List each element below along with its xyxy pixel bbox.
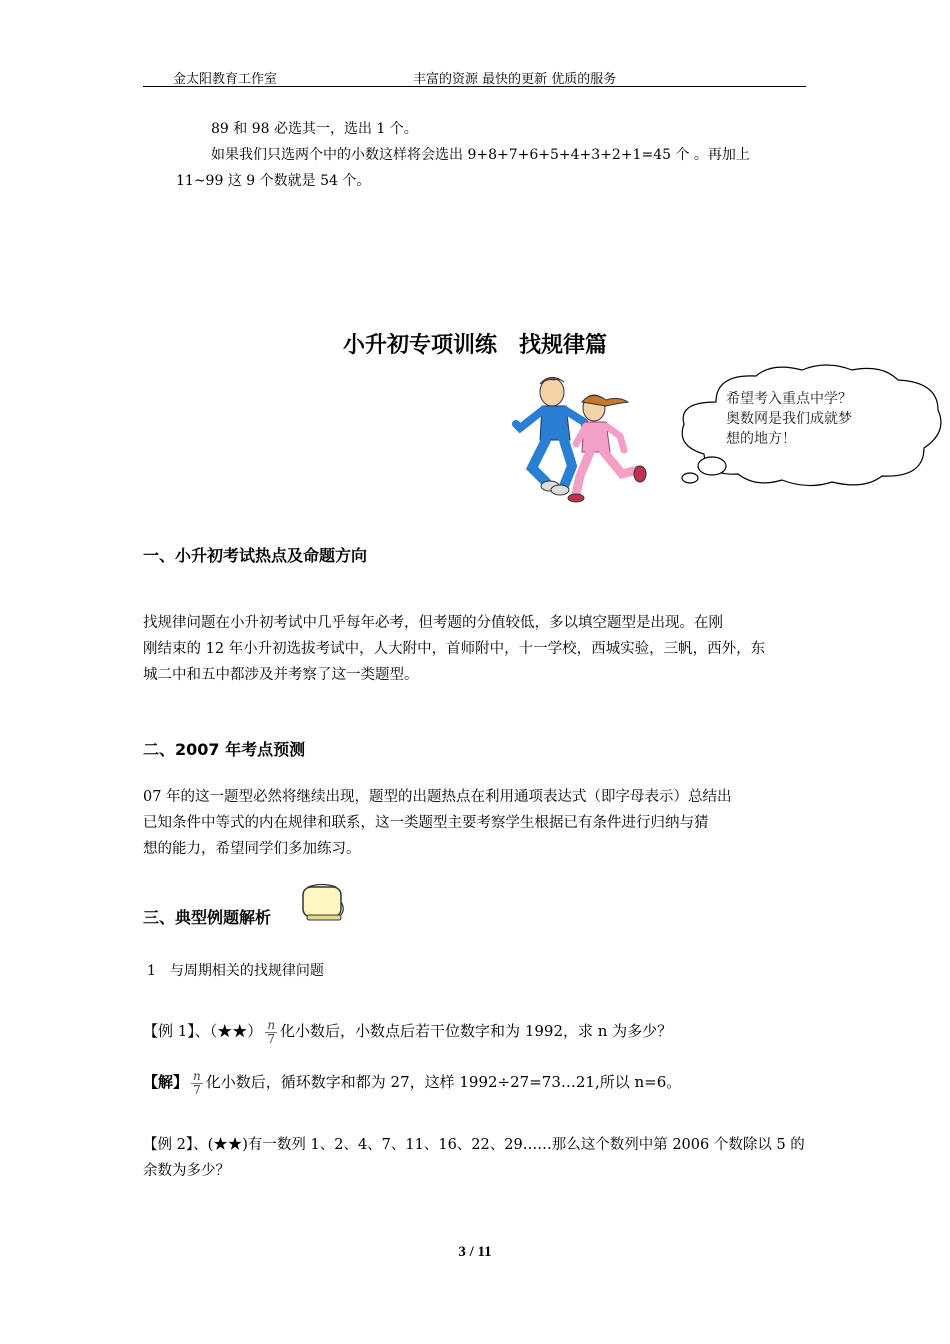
section-2-line-2: 已知条件中等式的内在规律和联系，这一类题型主要考察学生根据已有条件进行归纳与猜	[143, 815, 709, 831]
running-kids-illustration	[510, 370, 660, 510]
page-title: 小升初专项训练 找规律篇	[342, 333, 607, 358]
section-2-line-1: 07 年的这一题型必然将继续出现，题型的出题热点在利用通项表达式（即字母表示）总结出	[143, 789, 732, 805]
header-left: 金太阳教育工作室	[173, 72, 278, 87]
example-2-line-1: 【例 2】、(★★)有一数列 1、2、4、7、11、16、22、29……那么这个数列中第 2006 个数除以 5 的	[143, 1137, 805, 1153]
example-1-label: 【例 1】、（★★）	[143, 1022, 263, 1040]
solution-1-label: 【解】	[143, 1073, 189, 1091]
cloud-line-3: 想的地方！	[726, 431, 796, 447]
section-1-heading: 一、小升初考试热点及命题方向	[143, 546, 368, 565]
intro-line-3: 11~99 这 9 个数就是 54 个。	[176, 173, 371, 189]
section-1-line-1: 找规律问题在小升初考试中几乎每年必考，但考题的分值较低，多以填空题型是出现。在刚	[143, 615, 723, 631]
cloud-line-1: 希望考入重点中学？	[726, 391, 852, 407]
example-2-line-2: 余数为多少？	[143, 1163, 230, 1179]
header-rule	[143, 86, 806, 87]
subheading-periodic: 1 与周期相关的找规律问题	[147, 963, 324, 979]
header-right: 丰富的资源 最快的更新 优质的服务	[413, 72, 617, 87]
section-1-line-2: 刚结束的 12 年小升初选拔考试中，人大附中，首师附中，十一学校，西城实验，三帆，西外，东	[143, 641, 766, 657]
fraction-n-over-7: $\frac{n}{7}$	[267, 1017, 276, 1046]
intro-line-1: 89 和 98 必选其一，选出 1 个。	[211, 121, 418, 137]
fraction-n-over-7: $\frac{n}{7}$	[193, 1068, 201, 1097]
intro-line-2: 如果我们只选两个中的小数这样将会选出 9+8+7+6+5+4+3+2+1=45 个 。再加上	[211, 147, 750, 163]
example-1-text: 化小数后，小数点后若干位数字和为 1992，求 n 为多少？	[280, 1022, 673, 1040]
section-2-line-3: 想的能力，希望同学们多加练习。	[143, 841, 361, 857]
section-3-heading: 三、典型例题解析	[143, 908, 272, 927]
solution-1-text: 化小数后，循环数字和都为 27，这样 1992÷27=73…21,所以 n=6。	[205, 1073, 682, 1091]
page-number: 3 / 11	[458, 1244, 492, 1260]
cloud-line-2: 奥数网是我们成就梦	[726, 411, 852, 427]
example-1	[143, 1013, 672, 1049]
notepad-icon	[300, 882, 346, 922]
section-1-line-3: 城二中和五中都涉及并考察了这一类题型。	[143, 667, 419, 683]
girl-figure	[568, 395, 646, 502]
section-2-heading: 二、2007 年考点预测	[143, 740, 306, 759]
solution-1	[143, 1064, 681, 1100]
